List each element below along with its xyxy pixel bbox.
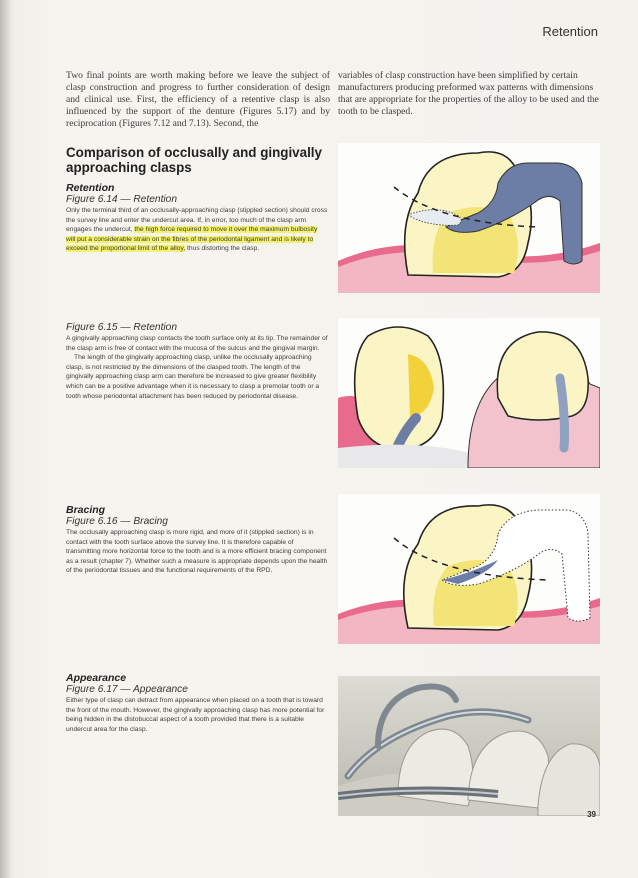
page-number: 39: [587, 810, 596, 819]
retention-heading: Retention: [66, 182, 115, 194]
figure-6-14-illustration: [338, 143, 600, 293]
minor-connector: [560, 378, 565, 448]
bracing-block: [66, 504, 328, 576]
figure-6-17-photograph: [338, 676, 600, 816]
figure-6-16-caption: The occlusally approaching clasp is more rigid, and more of it (stippled section) is in contact with the tooth surface above the survey line. It is therefore capable of transmitting more horizontal force to the tooth and is a more efficient bracing component as a result (chapter 7). Whether such a measure is appropriate depends upon the health of the periodontal tissues and the functional requirements of the RPD.: [66, 529, 328, 575]
running-head: Retention: [542, 24, 598, 39]
highlighted-text: the high force required to move it over the maximum bulbosity will put a considerable strain on the fibres of the periodontal ligament and is likely to exceed the proportional limit of the alloy,: [66, 226, 318, 253]
figure-6-15-illustration: [338, 318, 600, 468]
molar-crown: [497, 332, 588, 420]
retention-block: [66, 182, 328, 254]
figure-6-15-title: Figure 6.15 — Retention: [66, 322, 177, 333]
figure-6-16-illustration: [338, 494, 600, 644]
figure-6-16-title: Figure 6.16 — Bracing: [66, 516, 168, 527]
figure-6-15-caption-a: A gingivally approaching clasp contacts the tooth surface only at its tip. The remainder of the clasp arm is free of contact with the mucosa of the sulcus and the gingival margin.: [66, 335, 328, 352]
appearance-heading: Appearance: [66, 672, 127, 684]
appearance-block: [66, 672, 328, 734]
caption-text: Only the terminal third of an occlusally-approaching clasp (stippled section) should cross the survey line and enter the undercut area. If, in error, too much of the clasp arm engages the undercut,: [66, 207, 328, 234]
intro-paragraph-left: Two final points are worth making before we leave the subject of clasp construction and progress to further consideration of design and clinical use. First, the efficiency of a retentive clasp is also influenced by the support of the denture (Figures 5.17) and by reciprocation (Figures 7.12 and 7.13). Second, the: [66, 70, 330, 129]
book-spine-shadow: [0, 0, 10, 878]
figure-6-17-caption: Either type of clasp can detract from appearance when placed on a tooth that is toward the front of the mouth. However, the gingivally approaching clasp has more potential for being hidden in the distobuccal aspect of a tooth provided that there is a suitable undercut area for the clasp.: [66, 697, 325, 733]
figure-6-17-title: Figure 6.17 — Appearance: [66, 684, 188, 695]
caption-text-end: thus distorting the clasp.: [185, 245, 260, 253]
section-title: Comparison of occlusally and gingivally approaching clasps: [66, 145, 322, 175]
retention-fig15-block: [66, 322, 328, 401]
figure-6-15-caption-b: The length of the gingivally approaching clasp, unlike the occlusally approaching clasp, is not restricted by the dimensions of the clasped tooth. The length of the gingivally approaching clasp arm can therefore be increased to give greater flexibility which can be a positive advantage when it is necessary to clasp a premolar tooth or a tooth whose periodontal attachment has been reduced by periodontal disease.: [66, 354, 320, 400]
intro-paragraph-right: variables of clasp construction have been simplified by certain manufacturers producing preformed wax patterns with dimensions that are appropriate for the properties of the alloy to be used and the tooth to be clasped.: [338, 70, 599, 117]
bracing-heading: Bracing: [66, 504, 106, 516]
figure-6-14-caption: [66, 206, 328, 254]
figure-6-14-title: Figure 6.14 — Retention: [66, 194, 177, 205]
